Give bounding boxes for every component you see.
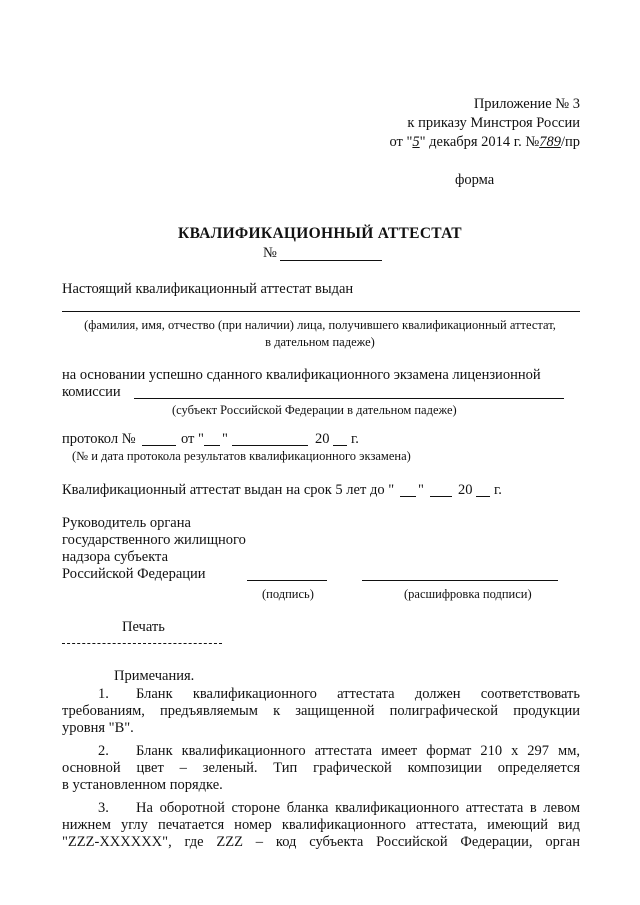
protocol-year-prefix: 20 bbox=[315, 431, 330, 447]
protocol-day-blank bbox=[204, 445, 220, 446]
note3-line3: "ZZZ-XXXXXX", где ZZZ – код субъекта Российской Федерации, орган bbox=[62, 834, 580, 850]
appendix-number: Приложение № 3 bbox=[473, 96, 580, 112]
note1-number: 1. bbox=[98, 686, 109, 702]
validity-text: Квалификационный аттестат выдан на срок 5 лет до " bbox=[62, 482, 395, 498]
note1-line3: уровня "В". bbox=[62, 720, 134, 736]
order-date-line: от "5" декабря 2014 г. №789/пр bbox=[389, 134, 580, 150]
appendix-header bbox=[330, 96, 580, 153]
signature-hint: (подпись) bbox=[262, 587, 314, 601]
protocol-hint: (№ и дата протокола результатов квалификационного экзамена) bbox=[72, 449, 411, 463]
recipient-hint-line2: в дательном падеже) bbox=[265, 335, 375, 349]
protocol-label: протокол № bbox=[62, 431, 136, 447]
signatory-line2: государственного жилищного bbox=[62, 532, 246, 548]
order-reference: к приказу Минстроя России bbox=[407, 115, 580, 131]
protocol-year-blank bbox=[333, 445, 347, 446]
note1-line2: требованиям, предъявляемым к защищенной полиграфической продукции bbox=[62, 703, 580, 719]
document-title: КВАЛИФИКАЦИОННЫЙ АТТЕСТАТ bbox=[178, 225, 462, 242]
issued-to-label: Настоящий квалификационный аттестат выдан bbox=[62, 281, 354, 297]
validity-month-blank bbox=[430, 496, 452, 497]
validity-year-blank bbox=[476, 496, 490, 497]
validity-quote-close: " bbox=[418, 482, 424, 498]
protocol-number-blank bbox=[142, 445, 176, 446]
number-label: № bbox=[263, 245, 277, 261]
signatory-line3: надзора субъекта bbox=[62, 549, 169, 565]
recipient-hint-line1: (фамилия, имя, отчество (при наличии) лица, получившего квалификационный аттестат, bbox=[84, 318, 556, 332]
protocol-quote-close: " bbox=[222, 431, 228, 447]
seal-label: Печать bbox=[122, 619, 165, 635]
note2-line3: в установленном порядке. bbox=[62, 777, 223, 793]
validity-day-blank bbox=[400, 496, 416, 497]
protocol-month-blank bbox=[232, 445, 308, 446]
basis-line1: на основании успешно сданного квалификационного экзамена лицензионной bbox=[62, 367, 541, 383]
note3-line1: На оборотной стороне бланка квалификационного аттестата в левом bbox=[136, 800, 580, 816]
note2-line2: основной цвет – зеленый. Тип графической композиции определяется bbox=[62, 760, 580, 776]
basis-line2: комиссии bbox=[62, 384, 121, 400]
note3-line2: нижнем углу печатается номер квалификационного аттестата, имеющий вид bbox=[62, 817, 580, 833]
certificate-number-blank bbox=[280, 260, 382, 261]
note2-number: 2. bbox=[98, 743, 109, 759]
notes-heading: Примечания. bbox=[114, 668, 195, 684]
validity-year-suffix: г. bbox=[494, 482, 502, 498]
signature-name-hint: (расшифровка подписи) bbox=[404, 587, 532, 601]
protocol-from: от " bbox=[181, 431, 204, 447]
recipient-name-blank bbox=[62, 311, 580, 312]
signatory-line1: Руководитель органа bbox=[62, 515, 191, 531]
note1-line1: Бланк квалификационного аттестата должен соответствовать bbox=[136, 686, 580, 702]
signature-name-blank bbox=[362, 580, 558, 581]
signature-blank bbox=[247, 580, 327, 581]
seal-divider bbox=[62, 643, 222, 644]
signatory-line4: Российской Федерации bbox=[62, 566, 206, 582]
commission-region-blank bbox=[134, 398, 564, 399]
note3-number: 3. bbox=[98, 800, 109, 816]
order-day-handwritten: 5 bbox=[412, 134, 420, 150]
form-label: форма bbox=[455, 172, 495, 188]
commission-region-hint: (субъект Российской Федерации в дательном падеже) bbox=[172, 403, 457, 417]
validity-year-prefix: 20 bbox=[458, 482, 473, 498]
order-number-handwritten: 789 bbox=[539, 134, 561, 150]
protocol-year-suffix: г. bbox=[351, 431, 359, 447]
note2-line1: Бланк квалификационного аттестата имеет формат 210 x 297 мм, bbox=[136, 743, 580, 759]
